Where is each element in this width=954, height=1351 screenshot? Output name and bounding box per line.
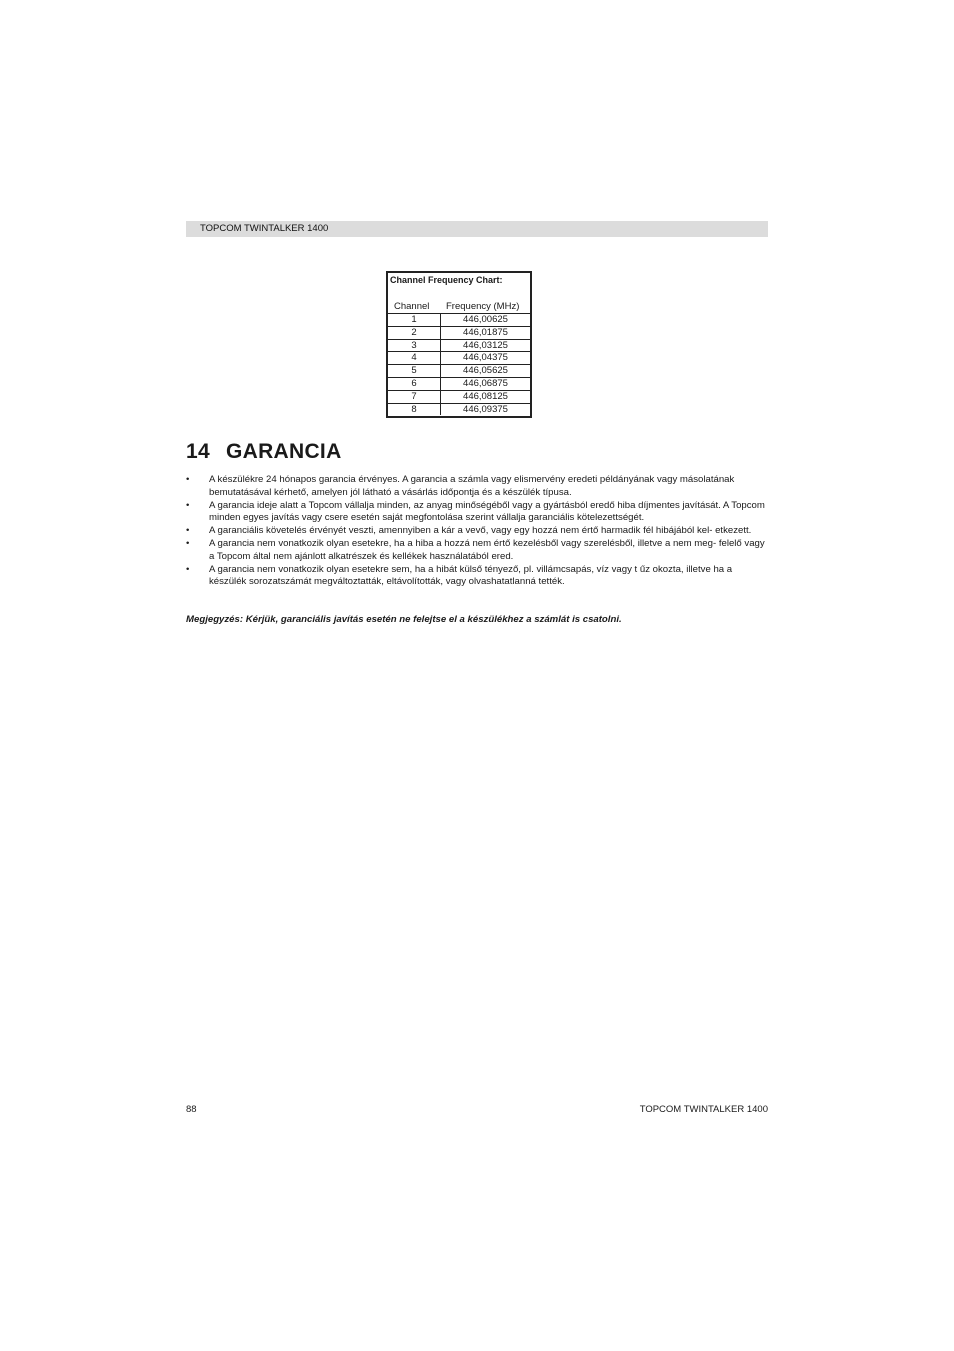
frequency-cell: 446,04375 — [441, 352, 531, 365]
bullet-icon: • — [186, 563, 190, 575]
channel-cell: 2 — [388, 326, 441, 339]
channel-cell: 8 — [388, 403, 441, 415]
table-row — [388, 314, 530, 327]
header-bar — [186, 221, 768, 237]
table-row — [388, 365, 530, 378]
chart-title: Channel Frequency Chart: — [390, 275, 503, 285]
frequency-cell: 446,01875 — [441, 326, 531, 339]
list-item: • A garanciális követelés érvényét veszti, amennyiben a kár a vevő, vagy egy hozzá nem értő harmadik fél hibájából kel- etkezett. — [186, 525, 752, 537]
bullet-icon: • — [186, 525, 190, 537]
channel-frequency-chart — [386, 271, 532, 418]
channel-cell: 3 — [388, 339, 441, 352]
table-row — [388, 403, 530, 415]
channel-cell: 4 — [388, 352, 441, 365]
footer-title: TOPCOM TWINTALKER 1400 — [639, 1104, 768, 1115]
frequency-cell: 446,05625 — [441, 365, 531, 378]
list-item: • A garancia ideje alatt a Topcom vállalja minden, az anyag minőségéből vagy a gyártásból eredő hiba díjmentes javítását. A Topcom minden egyes javítás vagy csere esetén saját megfontolása szerint vállalja garanciális kötelezettségét. — [186, 499, 765, 524]
table-row — [388, 377, 530, 390]
column-header-channel: Channel — [394, 301, 430, 312]
frequency-cell: 446,00625 — [441, 314, 531, 327]
list-item: • A készülékre 24 hónapos garancia érvényes. A garancia a számla vagy elismervény eredeti példányának vagy másolatának bemutatásával kérhető, amelyen jól látható a vásárlás időpontja és a készülék típusa. — [186, 474, 735, 498]
column-header-frequency: Frequency (MHz) — [446, 301, 520, 312]
page-number: 88 — [186, 1104, 197, 1115]
table-row — [388, 390, 530, 403]
warranty-note: Megjegyzés: Kérjük, garanciális javítás esetén ne felejtse el a készülékhez a számlát is csatolni. — [186, 614, 622, 625]
frequency-cell: 446,08125 — [441, 390, 531, 403]
table-row — [388, 352, 530, 365]
section-heading — [186, 440, 342, 464]
table-row — [388, 326, 530, 339]
list-item: • A garancia nem vonatkozik olyan esetekre sem, ha a hibát külső tényező, pl. villámcsapás, víz vagy t űz okozta, illetve ha a készülék sorozatszámát megváltoztatták, eltávolították, vagy olvashatatlanná tették. — [186, 563, 733, 588]
bullet-icon: • — [186, 537, 190, 549]
frequency-cell: 446,06875 — [441, 377, 531, 390]
frequency-table — [388, 313, 530, 415]
warranty-list — [186, 474, 768, 589]
bullet-icon: • — [186, 474, 190, 485]
header-title: TOPCOM TWINTALKER 1400 — [200, 223, 329, 234]
channel-cell: 7 — [388, 390, 441, 403]
bullet-icon: • — [186, 499, 190, 511]
frequency-cell: 446,03125 — [441, 339, 531, 352]
section-title: GARANCIA — [225, 440, 342, 463]
channel-cell: 5 — [388, 365, 441, 378]
list-item: • A garancia nem vonatkozik olyan esetekre, ha a hiba a hozzá nem értő kezelésből vagy szerelésből, illetve a nem meg- felelő vagy a Topcom által nem ajánlott alkatrészek és kellékek használatából ered. — [186, 537, 765, 562]
channel-cell: 1 — [388, 314, 441, 327]
channel-cell: 6 — [388, 377, 441, 390]
section-number: 14 — [186, 440, 210, 463]
frequency-cell: 446,09375 — [441, 403, 531, 415]
table-row — [388, 339, 530, 352]
